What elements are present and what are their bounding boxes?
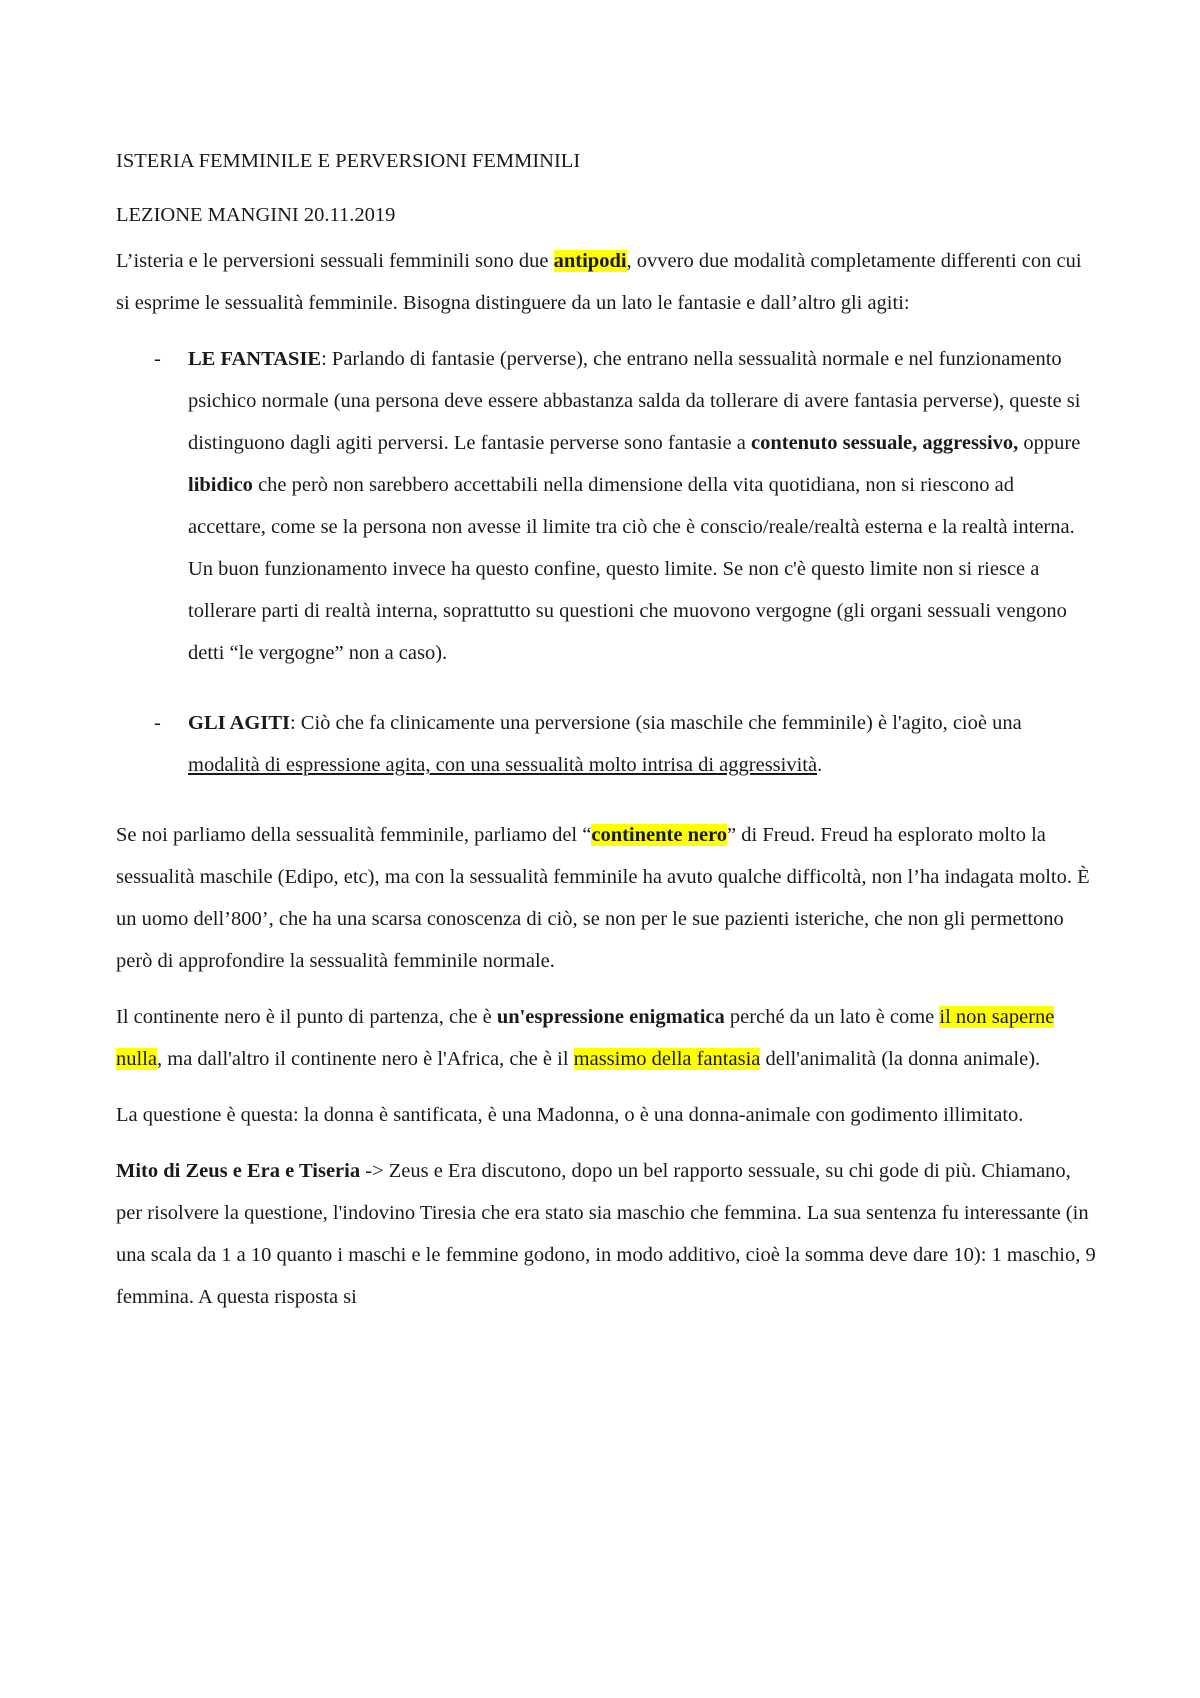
lesson-heading: LEZIONE MANGINI 20.11.2019 [116, 204, 396, 226]
mito-paragraph [116, 1150, 1096, 1318]
agiti-text-1: : Ciò che fa clinicamente una perversione (sia maschile che femminile) è l'agito, cioè una [289, 712, 1022, 734]
fantasie-label: LE FANTASIE [188, 348, 322, 370]
agiti-text-2: . [817, 754, 823, 776]
freud-text-2: ” di Freud. Freud ha esplorato molto la sessualità maschile (Edipo, etc), ma con la sessualità femminile ha avuto qualche difficoltà, non l’ha indagata molto. È un uomo dell’800’, che ha una scarsa conoscenza di ciò, se non per le sue pazienti isteriche, che non gli permettono però di approfondire la sessualità femminile normale. [116, 824, 1090, 972]
bullet-dash: - [154, 348, 161, 370]
highlight-continente-nero: continente nero [591, 824, 728, 846]
document-page [116, 140, 1096, 1332]
continente-text-4: dell'animalità (la donna animale). [760, 1048, 1041, 1070]
highlight-non-saperne: il non saperne nulla [116, 1006, 1055, 1070]
continente-bold: un'espressione enigmatica [496, 1006, 725, 1028]
bullet-fantasie-text [188, 338, 1096, 674]
fantasie-text-1: : Parlando di fantasie (perverse), che entrano nella sessualità normale e nel funzionamento psichico normale (una persona deve essere abbastanza salda da tollerare di avere fantasia perverse), queste si distinguono dagli agiti perversi. Le fantasie perverse sono fantasie a [188, 348, 1081, 454]
mito-text: -> Zeus e Era discutono, dopo un bel rapporto sessuale, su chi gode di più. Chiamano, per risolvere la questione, l'indovino Tiresia che era stato sia maschio che femmina. La sua sentenza fu interessante (in una scala da 1 a 10 quanto i maschi e le femmine godono, in modo additivo, cioè la somma deve dare 10): 1 maschio, 9 femmina. A questa risposta si [116, 1160, 1096, 1308]
freud-paragraph [116, 814, 1096, 982]
document-title: ISTERIA FEMMINILE E PERVERSIONI FEMMINILI [116, 150, 581, 172]
continente-text-1: Il continente nero è il punto di partenza, che è [116, 1006, 497, 1028]
intro-text-2: , ovvero due modalità completamente differenti con cui si esprime le sessualità femminile. Bisogna distinguere da un lato le fantasie e dall’altro gli agiti: [116, 250, 1082, 314]
fantasie-text-3: che però non sarebbero accettabili nella dimensione della vita quotidiana, non si riescono ad accettare, come se la persona non avesse il limite tra ciò che è conscio/reale/realtà esterna e la realtà interna. Un buon funzionamento invece ha questo confine, questo limite. Se non c'è questo limite non si riesce a tollerare parti di realtà interna, soprattutto su questioni che muovono vergogne (gli organi sessuali vengono detti “le vergogne” non a caso). [188, 474, 1075, 664]
freud-text-1: Se noi parliamo della sessualità femminile, parliamo del “ [116, 824, 592, 846]
intro-text-1: L’isteria e le perversioni sessuali femminili sono due [116, 250, 554, 272]
agiti-underline: modalità di espressione agita, con una sessualità molto intrisa di aggressività [188, 754, 818, 776]
continente-text-2: perché da un lato è come [724, 1006, 940, 1028]
fantasie-text-2: oppure [1018, 432, 1081, 454]
mito-bold: Mito di Zeus e Era e Tiseria [116, 1160, 361, 1182]
fantasie-bold-1: contenuto sessuale, aggressivo, [751, 432, 1019, 454]
questione-paragraph: La questione è questa: la donna è santificata, è una Madonna, o è una donna-animale con godimento illimitato. [116, 1104, 1024, 1126]
bullet-fantasie [116, 338, 1096, 674]
bullet-dash: - [154, 712, 161, 734]
bullet-agiti [116, 702, 1096, 786]
highlight-massimo-fantasia: massimo della fantasia [573, 1048, 761, 1070]
agiti-label: GLI AGITI [188, 712, 290, 734]
highlight-antipodi: antipodi [553, 250, 627, 272]
continente-text-3: , ma dall'altro il continente nero è l'Africa, che è il [157, 1048, 574, 1070]
bullet-agiti-text [188, 702, 1096, 786]
fantasie-bold-2: libidico [188, 474, 253, 496]
intro-paragraph [116, 240, 1096, 324]
continente-paragraph [116, 996, 1096, 1080]
